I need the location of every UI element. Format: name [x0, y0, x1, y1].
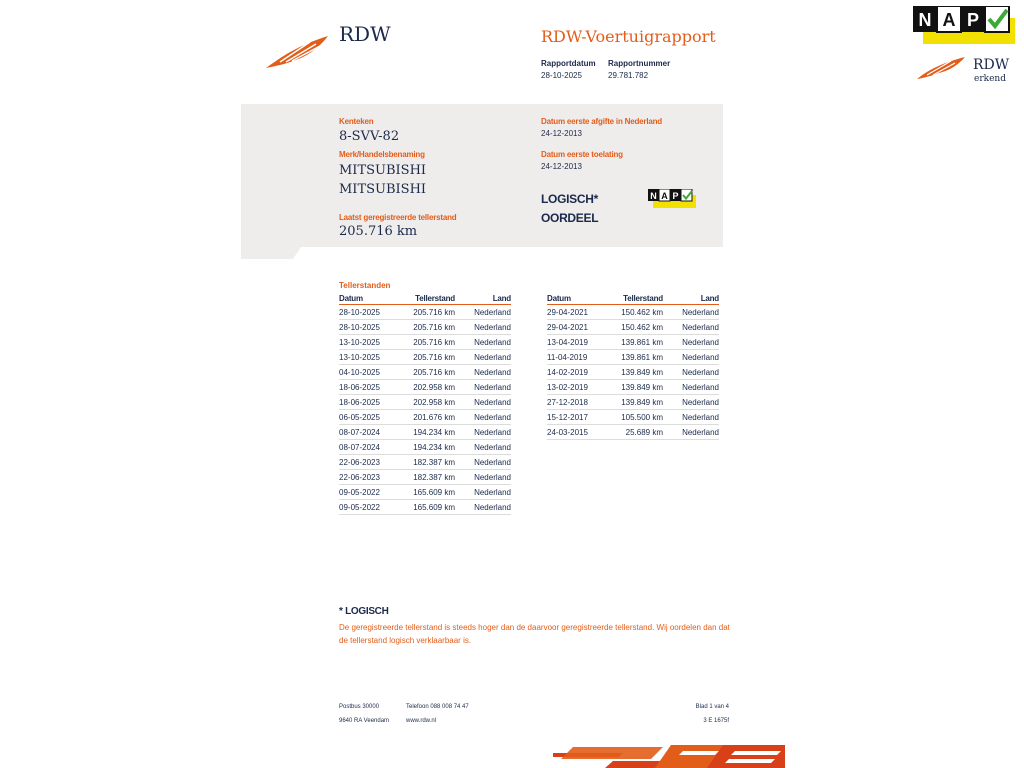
table-row [547, 410, 719, 425]
first-admission-value: 24-12-2013 [541, 162, 582, 171]
rdw-stripes-decoration [553, 745, 785, 768]
cell-country: Nederland [663, 305, 719, 320]
cell-date: 15-12-2017 [547, 410, 615, 425]
cell-reading: 165.609 km [407, 485, 455, 500]
table-row [339, 350, 511, 365]
cell-reading: 194.234 km [407, 440, 455, 455]
cell-date: 11-04-2019 [547, 350, 615, 365]
table-row [339, 395, 511, 410]
cell-date: 08-07-2024 [339, 440, 407, 455]
cell-country: Nederland [663, 320, 719, 335]
nap-letter-a: A [942, 10, 956, 30]
table-header-row [339, 292, 511, 305]
odometer-table-left [339, 292, 511, 515]
report-number-label: Rapportnummer [608, 59, 671, 68]
cell-reading: 182.387 km [407, 470, 455, 485]
footnote-text: De geregistreerde tellerstand is steeds hoger dan de daarvoor geregistreerde tellerstand. Wij oordelen dan dat de tellerstand logisch verklaarbaar is. [339, 623, 730, 645]
table-row [339, 440, 511, 455]
table-row [339, 380, 511, 395]
footer-city: 9640 RA Veendam [339, 718, 390, 724]
make-label: Merk/Handelsbenaming [339, 150, 425, 159]
cell-date: 13-04-2019 [547, 335, 615, 350]
cell-reading: 150.462 km [615, 305, 663, 320]
verdict-line1: LOGISCH* [541, 192, 598, 206]
cell-country: Nederland [455, 485, 511, 500]
cell-date: 08-07-2024 [339, 425, 407, 440]
cell-reading: 205.716 km [407, 350, 455, 365]
col-country-header: Land [663, 292, 719, 305]
report-date: 28-10-2025 [541, 71, 582, 80]
table-row [547, 350, 719, 365]
cell-country: Nederland [455, 410, 511, 425]
rdw-feather-logo [266, 34, 330, 70]
make-value: MITSUBISHI [339, 163, 427, 178]
cell-reading: 194.234 km [407, 425, 455, 440]
nap-check-letter-n: N [650, 191, 657, 201]
footnote-title: * LOGISCH [339, 606, 389, 617]
footer-web[interactable]: www.rdw.nl [406, 718, 437, 724]
cell-reading: 105.500 km [615, 410, 663, 425]
table-row [547, 305, 719, 320]
cell-date: 22-06-2023 [339, 470, 407, 485]
table-row [339, 500, 511, 515]
cell-date: 27-12-2018 [547, 395, 615, 410]
plate-value: 8-SVV-82 [339, 129, 400, 144]
nap-logo [913, 6, 1015, 44]
table-row [547, 395, 719, 410]
cell-reading: 139.849 km [615, 365, 663, 380]
table-row [547, 365, 719, 380]
cell-date: 09-05-2022 [339, 485, 407, 500]
table-row [339, 410, 511, 425]
cell-reading: 202.958 km [407, 380, 455, 395]
cell-date: 28-10-2025 [339, 320, 407, 335]
plate-label: Kenteken [339, 117, 374, 126]
table-row [339, 335, 511, 350]
verdict-block [541, 190, 598, 228]
cell-reading: 201.676 km [407, 410, 455, 425]
table-row [339, 485, 511, 500]
cell-date: 29-04-2021 [547, 320, 615, 335]
cell-country: Nederland [663, 380, 719, 395]
footer-postbus: Postbus 30000 [339, 704, 380, 710]
cell-reading: 205.716 km [407, 335, 455, 350]
col-date-header: Datum [339, 292, 407, 305]
odometer-table-right [547, 292, 719, 440]
cell-country: Nederland [663, 350, 719, 365]
cell-date: 04-10-2025 [339, 365, 407, 380]
cell-reading: 205.716 km [407, 365, 455, 380]
cell-reading: 139.861 km [615, 335, 663, 350]
odometer-label: Laatst geregistreerde tellerstand [339, 213, 457, 222]
cell-reading: 205.716 km [407, 305, 455, 320]
cell-country: Nederland [455, 440, 511, 455]
cell-country: Nederland [455, 335, 511, 350]
odometer-table-title: Tellerstanden [339, 281, 391, 290]
col-country-header: Land [455, 292, 511, 305]
cell-reading: 205.716 km [407, 320, 455, 335]
cell-country: Nederland [455, 320, 511, 335]
first-issue-nl-value: 24-12-2013 [541, 129, 582, 138]
cell-date: 28-10-2025 [339, 305, 407, 320]
table-row [547, 380, 719, 395]
report-number: 29.781.782 [608, 71, 649, 80]
cell-date: 18-06-2025 [339, 395, 407, 410]
cell-reading: 182.387 km [407, 455, 455, 470]
odometer-value: 205.716 km [339, 224, 418, 239]
nap-letter-n: N [918, 10, 932, 30]
cell-date: 09-05-2022 [339, 500, 407, 515]
cell-country: Nederland [455, 365, 511, 380]
cell-country: Nederland [455, 350, 511, 365]
cell-country: Nederland [663, 395, 719, 410]
table-header-row [547, 292, 719, 305]
cell-date: 18-06-2025 [339, 380, 407, 395]
model-value: MITSUBISHI [339, 182, 427, 197]
brand-title: RDW [339, 22, 391, 46]
cell-date: 14-02-2019 [547, 365, 615, 380]
panel-tail [241, 247, 301, 259]
rdw-erkend-sub: erkend [974, 74, 1006, 84]
cell-country: Nederland [455, 470, 511, 485]
cell-date: 13-10-2025 [339, 335, 407, 350]
rdw-erkend-title: RDW [973, 57, 1010, 73]
cell-date: 06-05-2025 [339, 410, 407, 425]
footer-phone: Telefoon 088 008 74 47 [406, 704, 469, 710]
cell-date: 13-02-2019 [547, 380, 615, 395]
cell-country: Nederland [455, 455, 511, 470]
table-row [547, 335, 719, 350]
table-row [547, 425, 719, 440]
cell-reading: 150.462 km [615, 320, 663, 335]
table-row [339, 455, 511, 470]
col-reading-header: Tellerstand [615, 292, 663, 305]
table-row [339, 320, 511, 335]
report-title: RDW-Voertuigrapport [541, 27, 716, 46]
cell-date: 22-06-2023 [339, 455, 407, 470]
cell-date: 24-03-2015 [547, 425, 615, 440]
nap-check-letter-p: P [672, 191, 679, 201]
cell-country: Nederland [455, 500, 511, 515]
nap-check-letter-a: A [661, 191, 668, 201]
verdict-line2: OORDEEL [541, 211, 599, 225]
cell-country: Nederland [455, 380, 511, 395]
cell-country: Nederland [455, 305, 511, 320]
table-row [339, 470, 511, 485]
report-date-label: Rapportdatum [541, 59, 596, 68]
cell-country: Nederland [455, 425, 511, 440]
cell-reading: 165.609 km [407, 500, 455, 515]
table-row [339, 425, 511, 440]
rdw-erkend-logo [917, 55, 1017, 85]
table-row [339, 365, 511, 380]
col-reading-header: Tellerstand [407, 292, 455, 305]
cell-reading: 25.689 km [615, 425, 663, 440]
cell-reading: 139.861 km [615, 350, 663, 365]
nap-check-logo [648, 189, 696, 208]
cell-date: 13-10-2025 [339, 350, 407, 365]
cell-country: Nederland [663, 365, 719, 380]
footer-code: 3 E 1675f [703, 718, 729, 724]
first-admission-label: Datum eerste toelating [541, 150, 623, 159]
nap-letter-p: P [966, 10, 980, 30]
cell-country: Nederland [663, 410, 719, 425]
cell-reading: 139.849 km [615, 380, 663, 395]
cell-reading: 202.958 km [407, 395, 455, 410]
cell-date: 29-04-2021 [547, 305, 615, 320]
cell-country: Nederland [663, 425, 719, 440]
footer-page: Blad 1 van 4 [695, 704, 729, 710]
col-date-header: Datum [547, 292, 615, 305]
first-issue-nl-label: Datum eerste afgifte in Nederland [541, 117, 662, 126]
table-row [547, 320, 719, 335]
cell-reading: 139.849 km [615, 395, 663, 410]
cell-country: Nederland [455, 395, 511, 410]
cell-country: Nederland [663, 335, 719, 350]
table-row [339, 305, 511, 320]
